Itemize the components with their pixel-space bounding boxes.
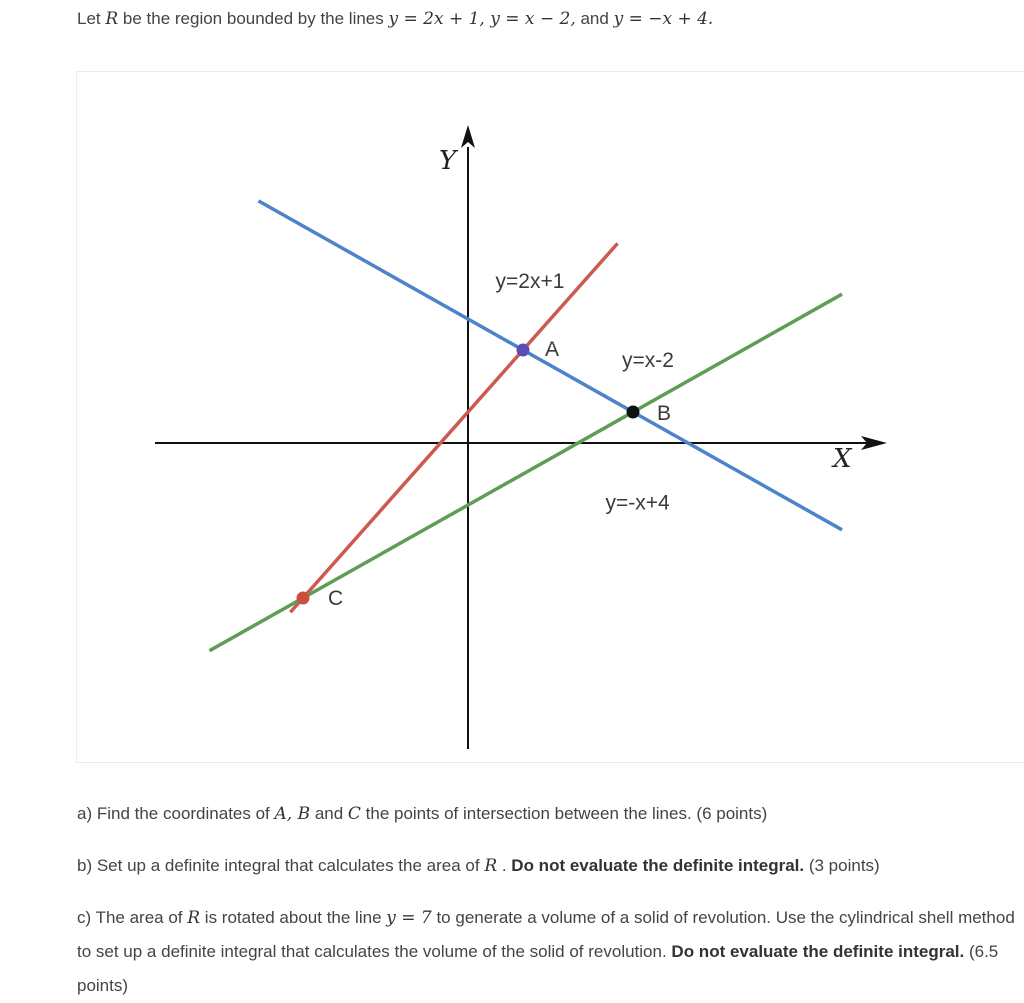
y-axis-title: Y — [439, 146, 457, 176]
intro-and: and — [575, 9, 614, 28]
point-label-c: C — [328, 587, 344, 610]
intersection-point-c — [297, 592, 310, 605]
y-axis-arrow-icon — [461, 125, 475, 148]
question-c-instruction: Do not evaluate the definite integral. — [671, 942, 965, 961]
question-b-points: (3 points) — [804, 856, 880, 875]
question-c-mid: is rotated about the line — [200, 908, 387, 927]
equation-last: y = −x + 4. — [613, 9, 714, 29]
line-label-layer — [496, 270, 674, 515]
x-axis-title: X — [833, 444, 852, 474]
intro-mid: be the region bounded by the lines — [118, 9, 389, 28]
question-b-post: . — [497, 856, 512, 875]
question-c-axis-equation: y = 7 — [386, 908, 432, 928]
graph-figure — [76, 71, 1024, 763]
question-a-vars: A, B — [274, 804, 311, 824]
region-variable: R — [105, 9, 119, 29]
x-axis — [155, 436, 887, 450]
question-a — [77, 797, 1017, 831]
question-b-pre: b) Set up a definite integral that calculates the area of — [77, 856, 485, 875]
equation-list: y = 2x + 1, y = x − 2, — [388, 9, 576, 29]
series-line-y-x-4 — [258, 201, 842, 530]
question-c-var-r: R — [187, 908, 201, 928]
intersection-point-a — [517, 344, 530, 357]
point-label-a: A — [545, 338, 560, 361]
question-c — [77, 901, 1017, 1003]
question-c-points: (6.5 points) — [77, 942, 999, 995]
line-label-y-x-4: y=-x+4 — [605, 491, 670, 515]
question-b-var-r: R — [484, 856, 498, 876]
series-layer — [210, 201, 843, 651]
intersection-point-b — [627, 406, 640, 419]
question-a-and: and — [310, 804, 348, 823]
question-a-post: the points of intersection between the lines. (6 points) — [360, 804, 768, 823]
point-label-b: B — [657, 402, 672, 425]
question-a-var-c: C — [347, 804, 361, 824]
question-c-post: to generate a volume of a solid of revolution. Use the cylindrical shell method to set up a definite integral that calculates the volume of the solid of revolution. — [77, 908, 1015, 961]
question-b — [77, 849, 1017, 883]
question-b-instruction: Do not evaluate the definite integral. — [511, 856, 805, 875]
line-label-y-x-2: y=x-2 — [622, 349, 674, 373]
series-line-y-2x-1 — [290, 243, 617, 612]
line-label-y-2x-1: y=2x+1 — [495, 270, 565, 293]
question-c-pre: c) The area of — [77, 908, 188, 927]
y-axis — [461, 125, 475, 749]
intro-lead: Let — [77, 9, 106, 28]
question-a-pre: a) Find the coordinates of — [77, 804, 275, 823]
